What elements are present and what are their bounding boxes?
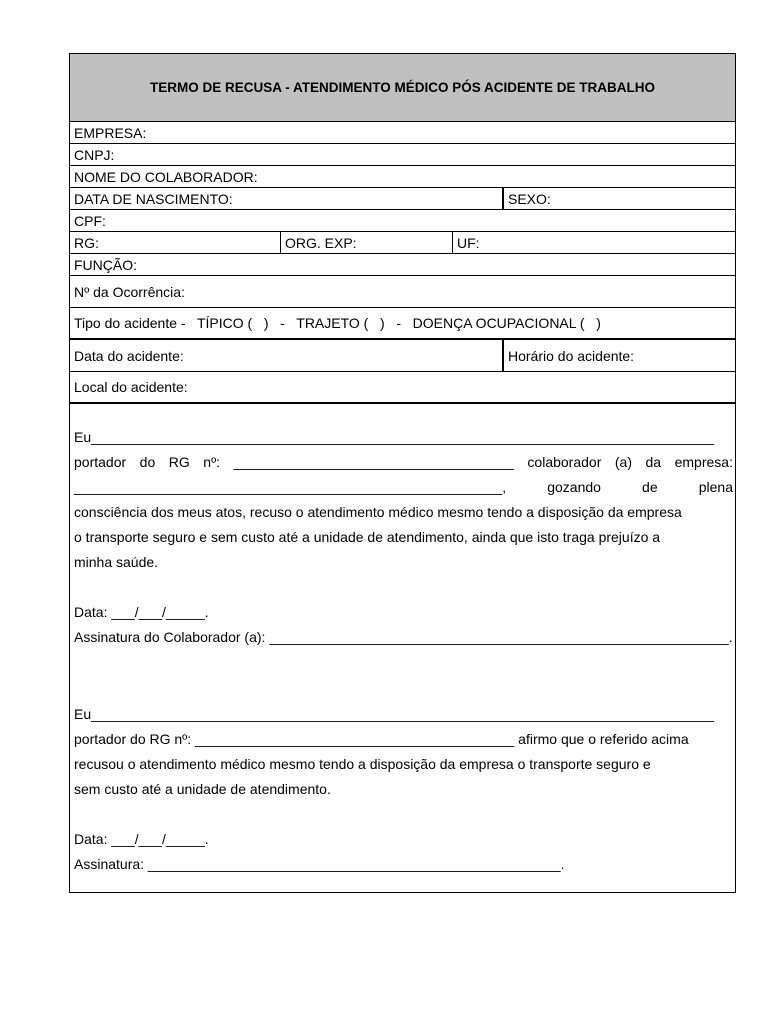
field-sexo: SEXO: [502,188,735,209]
field-local-acidente: Local do acidente: [74,379,188,395]
form-title: TERMO DE RECUSA - ATENDIMENTO MÉDICO PÓS ACIDENTE DE TRABALHO [149,80,655,95]
decl1-word: da [645,454,662,470]
row-cnpj [70,144,735,166]
decl1-word: empresa: [674,454,733,470]
row-ocorrencia [70,276,735,308]
field-nome-colaborador: NOME DO COLABORADOR: [74,168,258,185]
decl1-line3 [74,478,733,496]
decl1-line1: Eu________________________________________________________________________________ [74,429,715,445]
decl1-word: do [139,454,156,470]
field-horario-acidente: Horário do acidente: [502,340,735,371]
field-org-exp: ORG. EXP: [280,232,357,253]
row-tipo-acidente [70,308,735,340]
decl1-word: plena [698,479,733,495]
row-empresa [70,122,735,144]
decl2-line2: portador do RG nº: _________________________________________ afirmo que o referido acima [74,731,689,747]
decl1-line4: consciência dos meus atos, recuso o atendimento médico mesmo tendo a disposição da empresa [74,504,682,520]
row-local-acidente [70,372,735,404]
field-cpf: CPF: [74,212,106,229]
decl1-word: gozando [547,479,601,495]
decl1-word: nº: [203,454,221,470]
decl2-line1: Eu________________________________________________________________________________ [74,706,715,722]
row-funcao [70,254,735,276]
decl1-word: de [642,479,658,495]
field-funcao: FUNÇÃO: [74,256,137,273]
decl2-line4: sem custo até a unidade de atendimento. [74,781,331,797]
field-rg: RG: [74,234,99,251]
field-cnpj: CNPJ: [74,146,115,163]
decl2-date: Data: ___/___/_____. [74,831,209,847]
field-ocorrencia: Nº da Ocorrência: [74,283,185,300]
field-uf: UF: [452,232,480,253]
decl2-line3: recusou o atendimento médico mesmo tendo a disposição da empresa o transporte seguro e [74,756,651,772]
decl1-word: portador [74,454,127,470]
form-header [70,54,735,122]
decl1-rg-blank: ____________________________________ [233,454,514,470]
decl1-date: Data: ___/___/_____. [74,604,209,620]
decl1-word: (a) [614,454,632,470]
declaration-section [70,404,735,895]
row-rg [70,232,735,254]
field-tipo-acidente: Tipo do acidente - TÍPICO ( ) - TRAJETO ( ) - DOENÇA OCUPACIONAL ( ) [74,315,601,331]
row-nascimento [70,188,735,210]
decl1-signature: Assinatura do Colaborador (a): ___________________________________________________________. [74,629,733,645]
row-nome [70,166,735,188]
row-cpf [70,210,735,232]
decl1-line5: o transporte seguro e sem custo até a unidade de atendimento, ainda que isto traga prejuízo a [74,529,661,545]
decl1-word: RG [168,454,190,470]
row-data-acidente [70,340,735,372]
decl1-line2 [74,453,733,471]
decl1-empresa-blank: _______________________________________________________, [74,479,507,495]
field-data-nascimento: DATA DE NASCIMENTO: [74,190,233,207]
decl2-signature: Assinatura: _____________________________________________________. [74,856,565,872]
decl1-line6: minha saúde. [74,554,159,570]
field-empresa: EMPRESA: [74,124,147,141]
decl1-word: colaborador [527,454,602,470]
field-data-acidente: Data do acidente: [74,347,184,364]
refusal-form [69,53,736,893]
